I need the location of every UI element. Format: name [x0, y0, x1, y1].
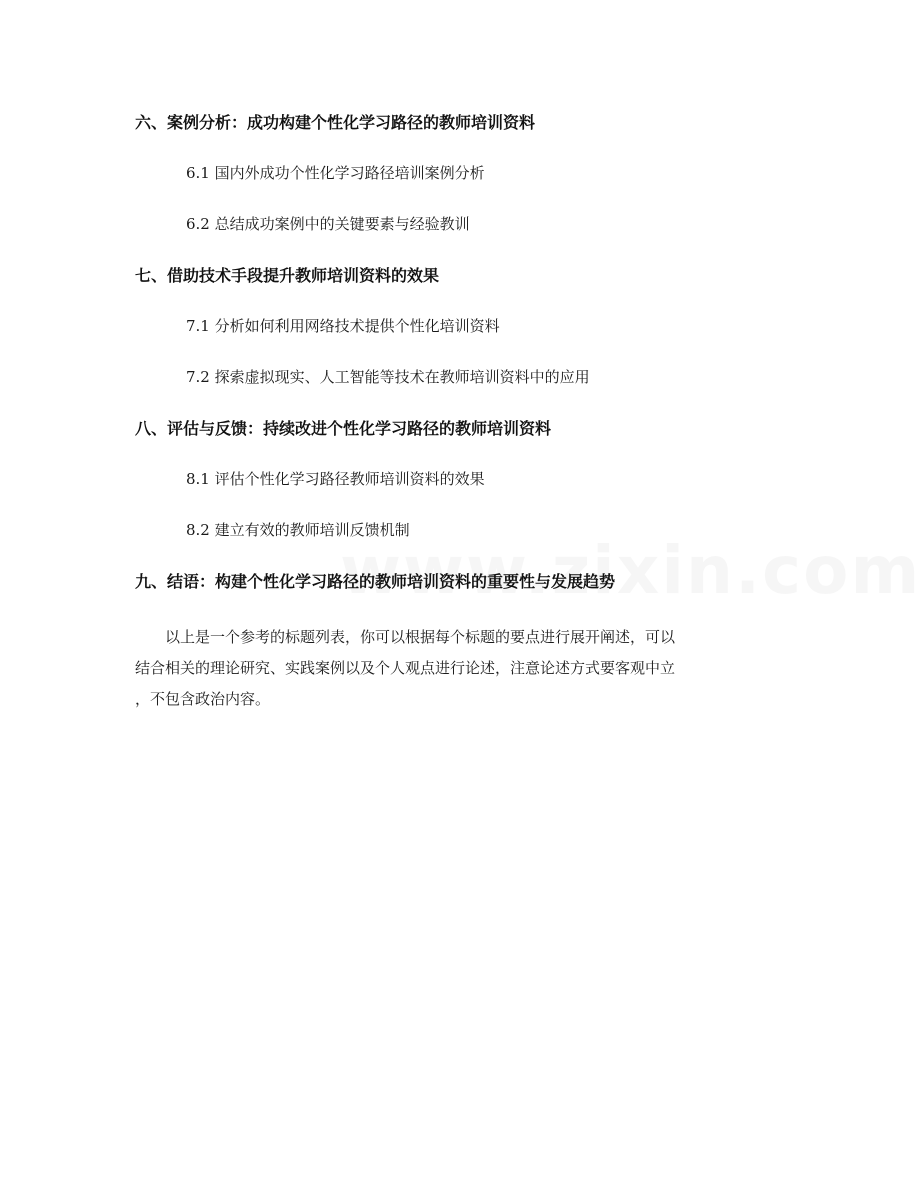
- watermark: [340, 532, 920, 609]
- section-heading-9: 九、结语：构建个性化学习路径的教师培训资料的重要性与发展趋势: [135, 572, 616, 591]
- paragraph-line: 以上是一个参考的标题列表，你可以根据每个标题的要点进行展开阐述，可以: [165, 628, 676, 646]
- subsection-7-1: 7.1 分析如何利用网络技术提供个性化培训资料: [186, 317, 500, 335]
- section-heading-8: 八、评估与反馈：持续改进个性化学习路径的教师培训资料: [135, 419, 552, 438]
- subsection-6-2: 6.2 总结成功案例中的关键要素与经验教训: [186, 215, 470, 233]
- subsection-8-2: 8.2 建立有效的教师培训反馈机制: [186, 521, 410, 539]
- subsection-8-1: 8.1 评估个性化学习路径教师培训资料的效果: [186, 470, 485, 488]
- subsection-6-1: 6.1 国内外成功个性化学习路径培训案例分析: [186, 164, 485, 182]
- subsection-7-2: 7.2 探索虚拟现实、人工智能等技术在教师培训资料中的应用: [186, 368, 590, 386]
- section-heading-7: 七、借助技术手段提升教师培训资料的效果: [135, 266, 440, 285]
- paragraph-line: ，不包含政治内容。: [135, 690, 271, 708]
- closing-paragraph: [135, 622, 787, 715]
- paragraph-line: 结合相关的理论研究、实践案例以及个人观点进行论述，注意论述方式要客观中立: [135, 659, 676, 677]
- section-heading-6: 六、案例分析：成功构建个性化学习路径的教师培训资料: [135, 113, 536, 132]
